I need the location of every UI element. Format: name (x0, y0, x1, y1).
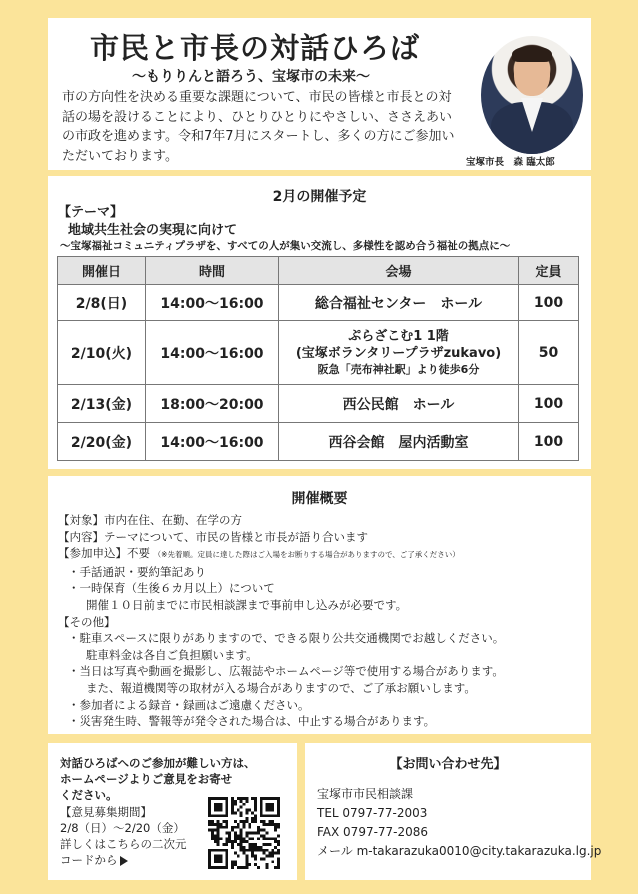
time-cell: 14:00〜16:00 (146, 423, 279, 461)
date-cell: 2/10(火) (58, 321, 146, 385)
opinion-line: 対話ひろばへのご参加が難しい方は、 (60, 756, 256, 770)
intro-text: 市の方向性を決める重要な課題について、市民の皆様と市長との対話の場を設けることにより、ひとりひとりにやさしい、ささえあいの市政を進めます。令和7年7月にスタートし、多くの方にご参加いただいております。 (62, 90, 455, 164)
schedule-title: 2月の開催予定 (272, 189, 367, 205)
column-header-date: 開催日 (58, 257, 146, 285)
opinion-panel (48, 743, 297, 880)
qr-code[interactable] (208, 797, 280, 869)
list-item: また、報道機関等の取材が入る場合がありますので、ご了承お願いします。 (86, 680, 476, 695)
date-cell: 2/13(金) (58, 385, 146, 423)
outline-title: 開催概要 (291, 491, 348, 507)
contact-mail[interactable]: メール m-takarazuka0010@city.takarazuka.lg.jp (317, 844, 602, 858)
time-cell: 14:00〜16:00 (146, 285, 279, 321)
content-line: 【内容】テーマについて、市民の皆様と市長が語り合います (58, 529, 369, 544)
period-label: 【意見募集期間】 (60, 804, 152, 819)
theme-subtitle: 〜宝塚福祉コミュニティプラザを、すべての人が集い交流し、多様性を認め合う福祉の拠点に〜 (60, 240, 511, 252)
column-header-venue: 会場 (279, 257, 519, 285)
list-item: ・一時保育（生後６カ月以上）について (68, 581, 275, 596)
capacity-cell: 50 (519, 321, 579, 385)
theme-title: 地域共生社会の実現に向けて (68, 223, 238, 238)
list-item: ・災害発生時、警報等が発令された場合は、中止する場合があります。 (68, 714, 436, 729)
capacity-cell: 100 (519, 423, 579, 461)
opinion-line: ホームページよりご意見をお寄せ (60, 772, 233, 787)
list-item: ・駐車スペースに限りがありますので、できる限り公共交通機関でお越しください。 (68, 631, 505, 646)
list-item: ・参加者による録音・録画はご遠慮ください。 (68, 697, 310, 712)
header-panel (48, 18, 591, 170)
contact-fax: FAX 0797-77-2086 (317, 825, 429, 839)
venue-access-note: 阪急「売布神社駅」より徒歩6分 (317, 363, 480, 376)
period-dates: 2/8（日）〜2/20（金） (60, 820, 185, 835)
column-header-capacity: 定員 (519, 257, 579, 285)
page-subtitle: 〜もりりんと語ろう、宝塚市の未来〜 (132, 69, 370, 85)
venue-cell (279, 321, 519, 385)
schedule-panel (48, 176, 591, 469)
capacity-cell: 100 (519, 385, 579, 423)
apply-label: 【参加申込】不要 (58, 546, 150, 561)
detail-text: コードから (60, 853, 118, 868)
list-item: 駐車料金は各自ご負担願います。 (86, 647, 258, 662)
outline-panel (48, 476, 591, 734)
venue-cell: 総合福祉センター ホール (279, 285, 519, 321)
table-row (58, 285, 579, 321)
venue-line: (宝塚ボランタリープラザzukavo) (295, 346, 502, 361)
time-cell: 18:00〜20:00 (146, 385, 279, 423)
column-header-time: 時間 (146, 257, 279, 285)
contact-tel: TEL 0797-77-2003 (317, 806, 428, 820)
schedule-table (57, 256, 579, 461)
contact-panel (305, 743, 602, 880)
date-cell: 2/20(金) (58, 423, 146, 461)
capacity-cell: 100 (519, 285, 579, 321)
arrow-right-icon (120, 856, 128, 866)
apply-note: （※先着順。定員に達した際はご入場をお断りする場合がありますので、ご了承ください） (153, 550, 460, 560)
page-title: 市民と市長の対話ひろば (90, 31, 421, 65)
table-row (58, 385, 579, 423)
target-line: 【対象】市内在住、在勤、在学の方 (58, 513, 242, 527)
venue-cell: 西谷会館 屋内活動室 (279, 423, 519, 461)
table-row (58, 321, 579, 385)
table-header-row (58, 257, 579, 285)
venue-line: ぷらざこむ1 1階 (348, 329, 449, 344)
list-item: 開催１０日前までに市民相談課まで事前申し込みが必要です。 (86, 597, 408, 612)
other-label: 【その他】 (58, 614, 116, 629)
list-item: ・手話通訳・要約筆記あり (68, 564, 206, 579)
theme-label: 【テーマ】 (58, 205, 124, 220)
date-cell: 2/8(日) (58, 285, 146, 321)
table-row (58, 423, 579, 461)
outline-list (58, 512, 583, 730)
time-cell: 14:00〜16:00 (146, 321, 279, 385)
list-item: ・当日は写真や動画を撮影し、広報誌やホームページ等で使用する場合があります。 (68, 664, 504, 679)
contact-dept: 宝塚市市民相談課 (317, 787, 414, 801)
venue-cell: 西公民館 ホール (279, 385, 519, 423)
opinion-line: ください。 (60, 788, 118, 803)
mayor-photo (481, 36, 583, 154)
mayor-caption: 宝塚市長 森 臨太郎 (466, 157, 555, 168)
apply-line (58, 545, 583, 564)
contact-title: 【お問い合わせ先】 (389, 757, 507, 772)
detail-line: 詳しくはこちらの二次元 (60, 837, 187, 852)
contact-details (317, 785, 601, 861)
